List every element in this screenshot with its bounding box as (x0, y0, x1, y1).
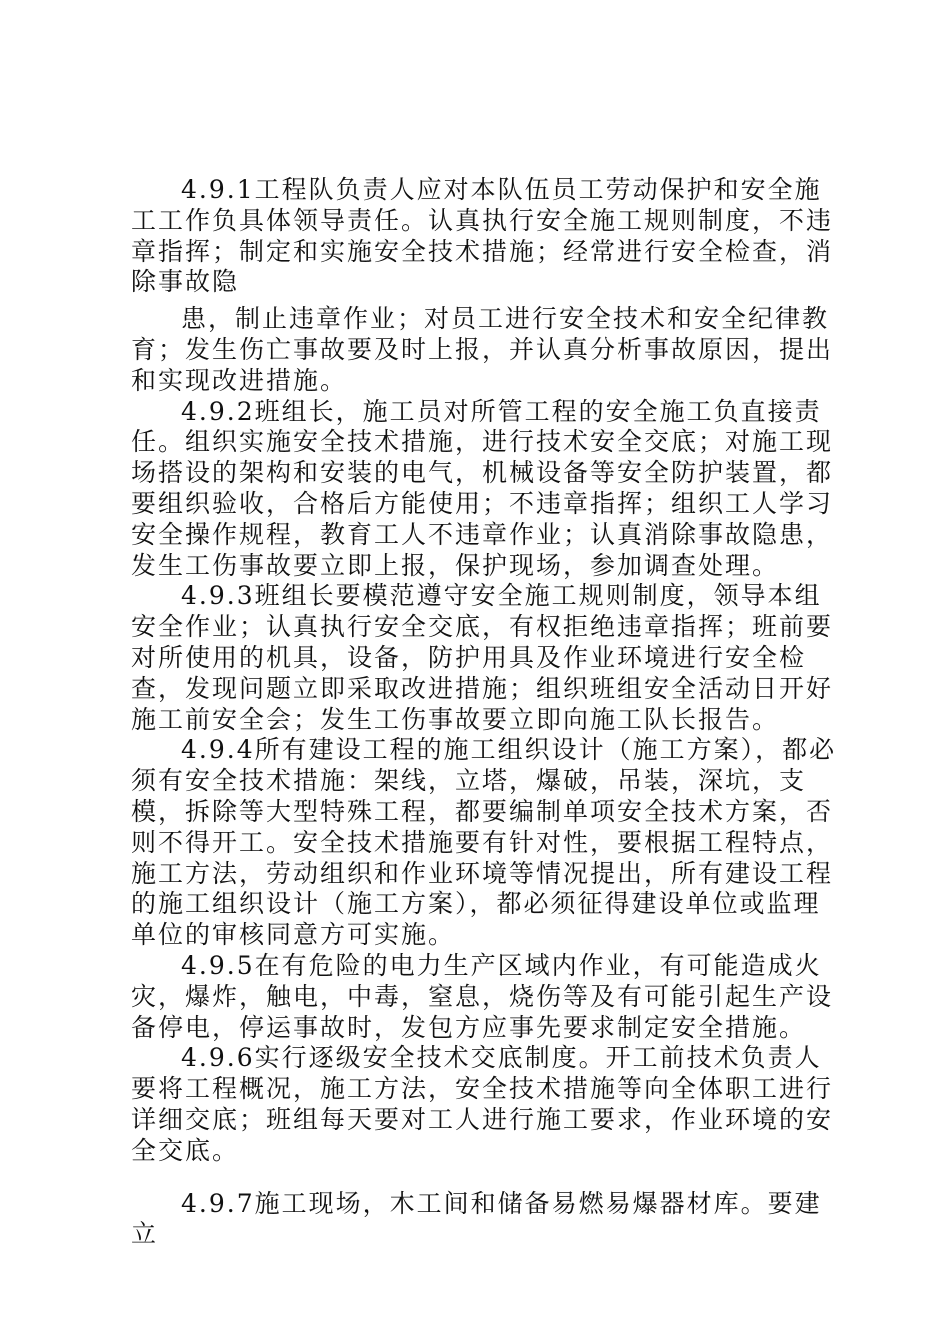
paragraph-4-9-4: 4.9.4所有建设工程的施工组织设计（施工方案），都必须有安全技术措施：架线，立塔，爆破，吊装，深坑，支模，拆除等大型特殊工程，都要编制单项安全技术方案，否则不得开工。安全技术措施要有针对性，要根据工程特点，施工方法，劳动组织和作业环境等情况提出，所有建设工程的施工组织设计（施工方案），都必须征得建设单位或监理单位的审核同意方可实施。 (131, 735, 837, 950)
paragraph-4-9-6: 4.9.6实行逐级安全技术交底制度。开工前技术负责人要将工程概况，施工方法，安全技术措施等向全体职工进行详细交底；班组每天要对工人进行施工要求，作业环境的安全交底。 (131, 1043, 834, 1165)
paragraph-4-9-7: 4.9.7施工现场，木工间和储备易燃易爆器材库。要建立 (131, 1188, 822, 1249)
paragraph-4-9-2: 4.9.2班组长，施工员对所管工程的安全施工负直接责任。组织实施安全技术措施，进行技术安全交底；对施工现场搭设的架构和安装的电气，机械设备等安全防护装置，都要组织验收，合格后方能使用；不违章指挥；组织工人学习安全操作规程，教育工人不违章作业；认真消除事故隐患，发生工伤事故要立即上报，保护现场，参加调查处理。 (131, 396, 834, 580)
paragraph-4-9-5: 4.9.5在有危险的电力生产区域内作业，有可能造成火灾，爆炸，触电，中毒，窒息，烧伤等及有可能引起生产设备停电，停运事故时，发包方应事先要求制定安全措施。 (131, 950, 834, 1042)
paragraph-4-9-1-continued: 患，制止违章作业；对员工进行安全技术和安全纪律教育；发生伤亡事故要及时上报，并认真分析事故原因，提出和实现改进措施。 (131, 304, 834, 395)
paragraph-4-9-1: 4.9.1工程队负责人应对本队伍员工劳动保护和安全施工工作负具体领导责任。认真执行安全施工规则制度，不违章指挥；制定和实施安全技术措施；经常进行安全检查，消除事故隐 (131, 175, 834, 297)
paragraph-4-9-3: 4.9.3班组长要模范遵守安全施工规则制度，领导本组安全作业；认真执行安全交底，有权拒绝违章指挥；班前要对所使用的机具，设备，防护用具及作业环境进行安全检查，发现问题立即采取改进措施；组织班组安全活动日开好施工前安全会；发生工伤事故要立即向施工队长报告。 (131, 581, 834, 734)
document-body (131, 175, 843, 1250)
